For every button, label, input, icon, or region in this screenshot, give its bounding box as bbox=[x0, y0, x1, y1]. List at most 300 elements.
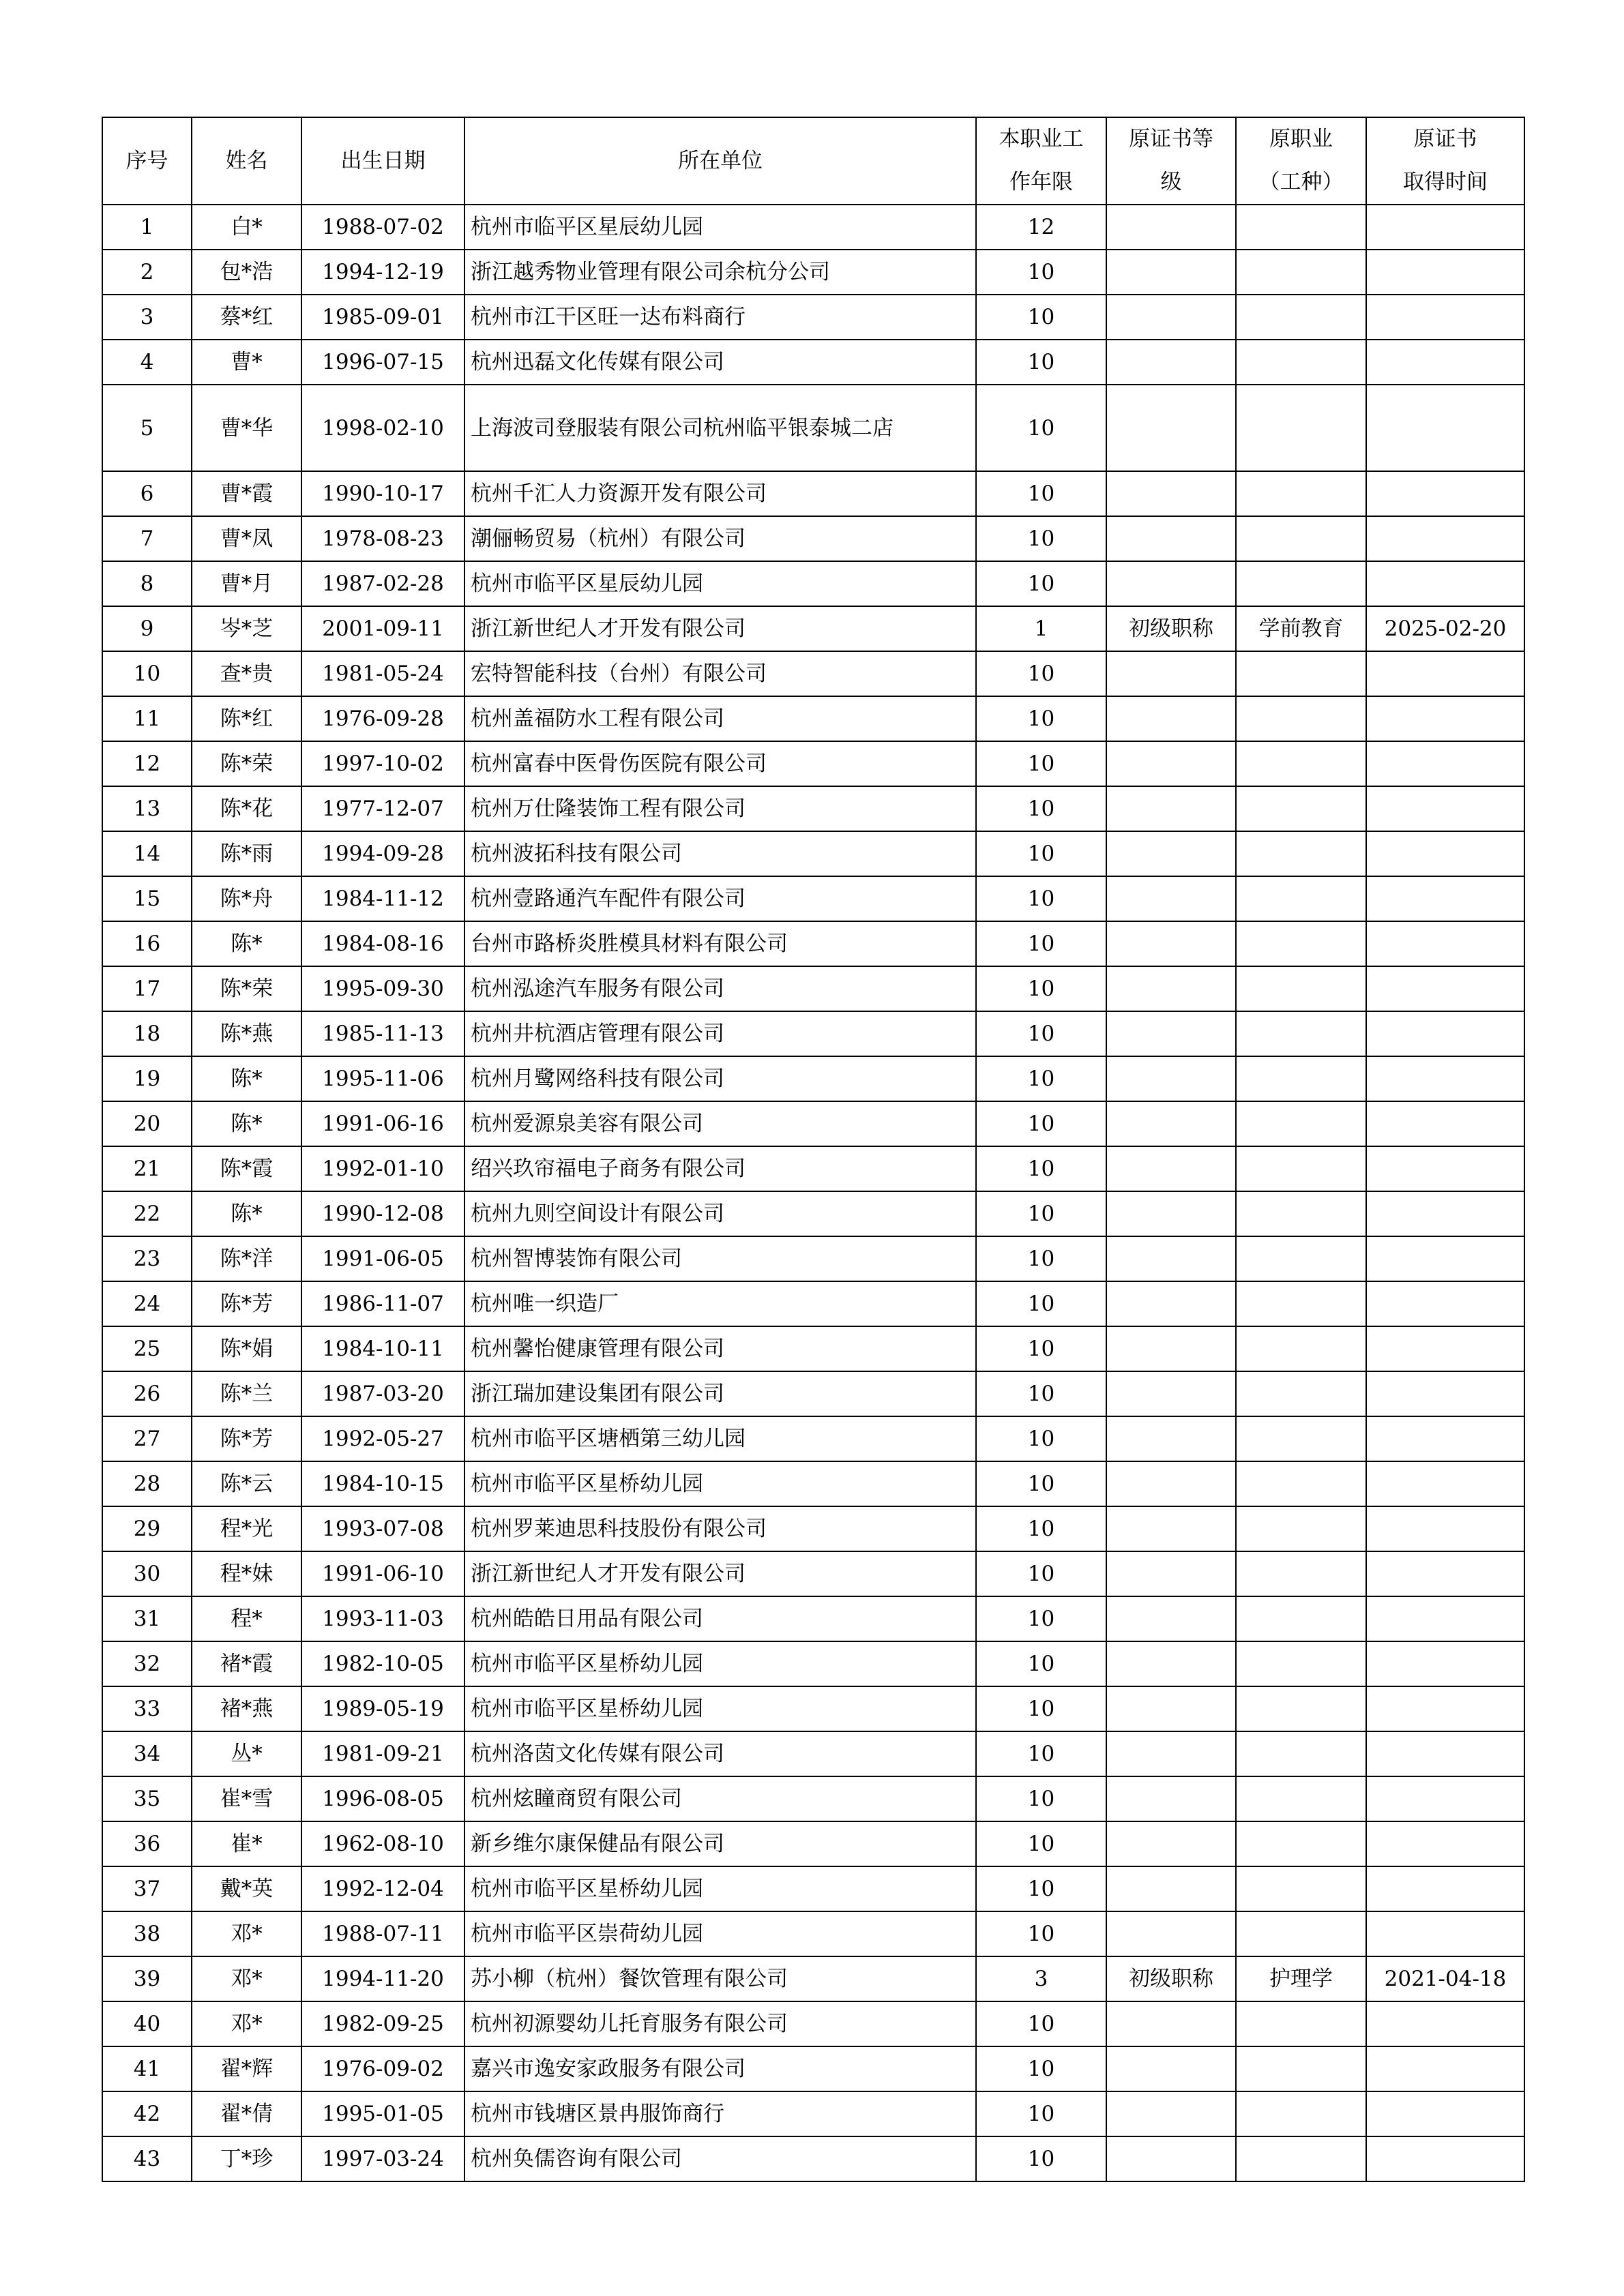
cell-occupation bbox=[1236, 741, 1366, 786]
cell-dob: 1981-09-21 bbox=[301, 1731, 464, 1776]
cell-date bbox=[1366, 921, 1524, 966]
cell-date bbox=[1366, 1686, 1524, 1731]
cell-name: 陈*燕 bbox=[192, 1011, 301, 1056]
cell-no: 22 bbox=[102, 1191, 192, 1236]
cell-occupation bbox=[1236, 250, 1366, 295]
cell-name: 邓* bbox=[192, 1956, 301, 2001]
cell-no: 31 bbox=[102, 1596, 192, 1641]
cell-unit: 杭州市临平区星桥幼儿园 bbox=[464, 1686, 976, 1731]
cell-no: 37 bbox=[102, 1866, 192, 1911]
header-years-line1: 本职业工 bbox=[999, 127, 1084, 151]
cell-dob: 1991-06-05 bbox=[301, 1236, 464, 1281]
cell-date bbox=[1366, 1776, 1524, 1821]
cell-dob: 1990-10-17 bbox=[301, 471, 464, 516]
table-row bbox=[102, 1371, 1524, 1416]
cell-unit: 杭州市临平区崇荷幼儿园 bbox=[464, 1911, 976, 1956]
header-date-line1: 原证书 bbox=[1413, 127, 1477, 151]
table-row bbox=[102, 876, 1524, 921]
cell-date bbox=[1366, 1416, 1524, 1461]
cell-unit: 杭州智博装饰有限公司 bbox=[464, 1236, 976, 1281]
cell-years: 10 bbox=[976, 471, 1106, 516]
cell-no: 28 bbox=[102, 1461, 192, 1506]
cell-years: 1 bbox=[976, 606, 1106, 651]
cell-unit: 潮俪畅贸易（杭州）有限公司 bbox=[464, 516, 976, 561]
cell-grade bbox=[1106, 1461, 1236, 1506]
cell-no: 16 bbox=[102, 921, 192, 966]
cell-name: 程*妹 bbox=[192, 1551, 301, 1596]
cell-years: 10 bbox=[976, 295, 1106, 340]
cell-grade bbox=[1106, 516, 1236, 561]
cell-grade bbox=[1106, 1551, 1236, 1596]
cell-dob: 1994-11-20 bbox=[301, 1956, 464, 2001]
cell-grade bbox=[1106, 250, 1236, 295]
cell-name: 丛* bbox=[192, 1731, 301, 1776]
cell-years: 3 bbox=[976, 1956, 1106, 2001]
cell-name: 岑*芝 bbox=[192, 606, 301, 651]
cell-unit: 杭州市临平区星辰幼儿园 bbox=[464, 561, 976, 606]
cell-dob: 1988-07-02 bbox=[301, 205, 464, 250]
cell-dob: 1982-10-05 bbox=[301, 1641, 464, 1686]
cell-dob: 1993-11-03 bbox=[301, 1596, 464, 1641]
cell-occupation bbox=[1236, 1416, 1366, 1461]
cell-years: 10 bbox=[976, 2001, 1106, 2046]
cell-occupation bbox=[1236, 340, 1366, 385]
cell-no: 15 bbox=[102, 876, 192, 921]
cell-unit: 杭州盖福防水工程有限公司 bbox=[464, 696, 976, 741]
cell-years: 10 bbox=[976, 1686, 1106, 1731]
cell-name: 曹* bbox=[192, 340, 301, 385]
cell-date bbox=[1366, 2091, 1524, 2136]
cell-name: 陈*芳 bbox=[192, 1281, 301, 1326]
cell-name: 白* bbox=[192, 205, 301, 250]
cell-years: 10 bbox=[976, 1011, 1106, 1056]
table-row bbox=[102, 471, 1524, 516]
cell-grade bbox=[1106, 385, 1236, 471]
cell-dob: 1977-12-07 bbox=[301, 786, 464, 831]
cell-years: 10 bbox=[976, 1866, 1106, 1911]
table-row bbox=[102, 1866, 1524, 1911]
cell-years: 10 bbox=[976, 966, 1106, 1011]
cell-grade bbox=[1106, 1506, 1236, 1551]
cell-grade bbox=[1106, 1686, 1236, 1731]
table-row bbox=[102, 250, 1524, 295]
cell-date bbox=[1366, 1596, 1524, 1641]
cell-occupation bbox=[1236, 1641, 1366, 1686]
cell-years: 10 bbox=[976, 651, 1106, 696]
cell-name: 陈*雨 bbox=[192, 831, 301, 876]
table-row bbox=[102, 2001, 1524, 2046]
cell-unit: 杭州泓途汽车服务有限公司 bbox=[464, 966, 976, 1011]
cell-years: 10 bbox=[976, 1326, 1106, 1371]
cell-no: 19 bbox=[102, 1056, 192, 1101]
table-row bbox=[102, 2091, 1524, 2136]
cell-date bbox=[1366, 1146, 1524, 1191]
cell-years: 10 bbox=[976, 876, 1106, 921]
cell-date bbox=[1366, 1371, 1524, 1416]
cell-grade bbox=[1106, 1821, 1236, 1866]
cell-occupation bbox=[1236, 1911, 1366, 1956]
cell-date bbox=[1366, 1011, 1524, 1056]
cell-date bbox=[1366, 2136, 1524, 2181]
cell-date bbox=[1366, 741, 1524, 786]
table-row bbox=[102, 786, 1524, 831]
cell-no: 8 bbox=[102, 561, 192, 606]
cell-grade bbox=[1106, 471, 1236, 516]
cell-years: 10 bbox=[976, 696, 1106, 741]
table-row bbox=[102, 1596, 1524, 1641]
cell-no: 32 bbox=[102, 1641, 192, 1686]
cell-date bbox=[1366, 1641, 1524, 1686]
cell-occupation bbox=[1236, 1461, 1366, 1506]
cell-date bbox=[1366, 1821, 1524, 1866]
cell-name: 邓* bbox=[192, 1911, 301, 1956]
cell-grade: 初级职称 bbox=[1106, 606, 1236, 651]
cell-years: 10 bbox=[976, 250, 1106, 295]
header-unit: 所在单位 bbox=[464, 117, 976, 205]
cell-grade bbox=[1106, 1191, 1236, 1236]
cell-no: 9 bbox=[102, 606, 192, 651]
cell-occupation bbox=[1236, 1236, 1366, 1281]
table-row bbox=[102, 1416, 1524, 1461]
cell-grade bbox=[1106, 205, 1236, 250]
cell-dob: 1976-09-28 bbox=[301, 696, 464, 741]
cell-date bbox=[1366, 786, 1524, 831]
cell-name: 曹*凤 bbox=[192, 516, 301, 561]
cell-grade bbox=[1106, 1866, 1236, 1911]
cell-occupation bbox=[1236, 1326, 1366, 1371]
cell-years: 10 bbox=[976, 1146, 1106, 1191]
cell-years: 10 bbox=[976, 1236, 1106, 1281]
cell-name: 陈*云 bbox=[192, 1461, 301, 1506]
cell-occupation bbox=[1236, 2136, 1366, 2181]
cell-years: 10 bbox=[976, 561, 1106, 606]
cell-grade bbox=[1106, 831, 1236, 876]
cell-years: 10 bbox=[976, 1506, 1106, 1551]
cell-grade bbox=[1106, 1416, 1236, 1461]
cell-occupation bbox=[1236, 295, 1366, 340]
cell-grade bbox=[1106, 1596, 1236, 1641]
cell-name: 陈* bbox=[192, 1101, 301, 1146]
cell-no: 39 bbox=[102, 1956, 192, 2001]
cell-name: 翟*倩 bbox=[192, 2091, 301, 2136]
cell-unit: 杭州市临平区星桥幼儿园 bbox=[464, 1866, 976, 1911]
cell-name: 曹*霞 bbox=[192, 471, 301, 516]
cell-occupation bbox=[1236, 1056, 1366, 1101]
cell-date bbox=[1366, 205, 1524, 250]
cell-name: 蔡*红 bbox=[192, 295, 301, 340]
cell-dob: 1981-05-24 bbox=[301, 651, 464, 696]
cell-years: 10 bbox=[976, 516, 1106, 561]
header-name: 姓名 bbox=[192, 117, 301, 205]
cell-dob: 1984-10-11 bbox=[301, 1326, 464, 1371]
cell-years: 10 bbox=[976, 1461, 1106, 1506]
cell-name: 陈*洋 bbox=[192, 1236, 301, 1281]
cell-name: 陈* bbox=[192, 1191, 301, 1236]
cell-dob: 1984-08-16 bbox=[301, 921, 464, 966]
header-occupation-line2: （工种） bbox=[1258, 170, 1344, 194]
table-body bbox=[102, 205, 1524, 2181]
cell-unit: 杭州爱源泉美容有限公司 bbox=[464, 1101, 976, 1146]
cell-name: 戴*英 bbox=[192, 1866, 301, 1911]
cell-name: 丁*珍 bbox=[192, 2136, 301, 2181]
cell-date bbox=[1366, 1281, 1524, 1326]
cell-years: 10 bbox=[976, 2046, 1106, 2091]
cell-name: 陈* bbox=[192, 921, 301, 966]
cell-no: 14 bbox=[102, 831, 192, 876]
cell-dob: 1997-03-24 bbox=[301, 2136, 464, 2181]
cell-unit: 苏小柳（杭州）餐饮管理有限公司 bbox=[464, 1956, 976, 2001]
cell-date bbox=[1366, 1236, 1524, 1281]
table-row bbox=[102, 696, 1524, 741]
cell-date bbox=[1366, 831, 1524, 876]
cell-unit: 杭州月鹭网络科技有限公司 bbox=[464, 1056, 976, 1101]
cell-grade bbox=[1106, 2091, 1236, 2136]
table-row bbox=[102, 385, 1524, 471]
cell-grade bbox=[1106, 2136, 1236, 2181]
cell-occupation bbox=[1236, 2046, 1366, 2091]
cell-dob: 1991-06-10 bbox=[301, 1551, 464, 1596]
cell-years: 10 bbox=[976, 1821, 1106, 1866]
cell-no: 17 bbox=[102, 966, 192, 1011]
cell-dob: 1993-07-08 bbox=[301, 1506, 464, 1551]
cell-no: 5 bbox=[102, 385, 192, 471]
header-years bbox=[976, 117, 1106, 205]
cell-years: 10 bbox=[976, 1371, 1106, 1416]
cell-years: 10 bbox=[976, 1776, 1106, 1821]
cell-years: 10 bbox=[976, 1101, 1106, 1146]
cell-unit: 浙江越秀物业管理有限公司余杭分公司 bbox=[464, 250, 976, 295]
header-no: 序号 bbox=[102, 117, 192, 205]
cell-years: 10 bbox=[976, 1056, 1106, 1101]
cell-no: 40 bbox=[102, 2001, 192, 2046]
cell-occupation bbox=[1236, 786, 1366, 831]
cell-grade bbox=[1106, 340, 1236, 385]
cell-no: 36 bbox=[102, 1821, 192, 1866]
cell-years: 10 bbox=[976, 1416, 1106, 1461]
cell-name: 包*浩 bbox=[192, 250, 301, 295]
cell-years: 10 bbox=[976, 921, 1106, 966]
cell-years: 10 bbox=[976, 741, 1106, 786]
table-row bbox=[102, 561, 1524, 606]
cell-no: 4 bbox=[102, 340, 192, 385]
table-row bbox=[102, 516, 1524, 561]
header-date bbox=[1366, 117, 1524, 205]
header-grade-line2: 级 bbox=[1160, 170, 1182, 194]
cell-years: 10 bbox=[976, 2136, 1106, 2181]
cell-occupation bbox=[1236, 966, 1366, 1011]
cell-grade: 初级职称 bbox=[1106, 1956, 1236, 2001]
cell-unit: 杭州市临平区塘栖第三幼儿园 bbox=[464, 1416, 976, 1461]
cell-date bbox=[1366, 966, 1524, 1011]
cell-unit: 杭州市钱塘区景冉服饰商行 bbox=[464, 2091, 976, 2136]
cell-unit: 杭州市临平区星辰幼儿园 bbox=[464, 205, 976, 250]
cell-no: 20 bbox=[102, 1101, 192, 1146]
cell-date bbox=[1366, 250, 1524, 295]
table-row bbox=[102, 205, 1524, 250]
cell-no: 12 bbox=[102, 741, 192, 786]
cell-grade bbox=[1106, 561, 1236, 606]
cell-name: 翟*辉 bbox=[192, 2046, 301, 2091]
cell-date bbox=[1366, 1326, 1524, 1371]
cell-date bbox=[1366, 1101, 1524, 1146]
cell-occupation bbox=[1236, 205, 1366, 250]
cell-name: 陈*红 bbox=[192, 696, 301, 741]
table-row bbox=[102, 1821, 1524, 1866]
table-row bbox=[102, 1326, 1524, 1371]
cell-no: 43 bbox=[102, 2136, 192, 2181]
cell-unit: 浙江新世纪人才开发有限公司 bbox=[464, 606, 976, 651]
cell-name: 崔* bbox=[192, 1821, 301, 1866]
cell-name: 褚*燕 bbox=[192, 1686, 301, 1731]
cell-grade bbox=[1106, 1776, 1236, 1821]
cell-years: 12 bbox=[976, 205, 1106, 250]
cell-date bbox=[1366, 1731, 1524, 1776]
header-dob: 出生日期 bbox=[301, 117, 464, 205]
cell-grade bbox=[1106, 1911, 1236, 1956]
cell-no: 11 bbox=[102, 696, 192, 741]
cell-dob: 1989-05-19 bbox=[301, 1686, 464, 1731]
cell-unit: 杭州奂儒咨询有限公司 bbox=[464, 2136, 976, 2181]
table-header-row bbox=[102, 117, 1524, 205]
cell-unit: 嘉兴市逸安家政服务有限公司 bbox=[464, 2046, 976, 2091]
cell-unit: 杭州市临平区星桥幼儿园 bbox=[464, 1641, 976, 1686]
cell-unit: 杭州富春中医骨伤医院有限公司 bbox=[464, 741, 976, 786]
cell-date bbox=[1366, 1461, 1524, 1506]
cell-occupation bbox=[1236, 1866, 1366, 1911]
cell-occupation bbox=[1236, 1776, 1366, 1821]
table-row bbox=[102, 651, 1524, 696]
cell-occupation bbox=[1236, 1101, 1366, 1146]
cell-occupation bbox=[1236, 385, 1366, 471]
cell-grade bbox=[1106, 741, 1236, 786]
cell-unit: 杭州唯一织造厂 bbox=[464, 1281, 976, 1326]
cell-occupation bbox=[1236, 2091, 1366, 2136]
cell-name: 陈*霞 bbox=[192, 1146, 301, 1191]
cell-no: 41 bbox=[102, 2046, 192, 2091]
cell-occupation bbox=[1236, 561, 1366, 606]
cell-dob: 1994-12-19 bbox=[301, 250, 464, 295]
table-row bbox=[102, 2046, 1524, 2091]
cell-dob: 1996-07-15 bbox=[301, 340, 464, 385]
table-row bbox=[102, 1191, 1524, 1236]
cell-unit: 新乡维尔康保健品有限公司 bbox=[464, 1821, 976, 1866]
cell-date bbox=[1366, 1056, 1524, 1101]
cell-occupation bbox=[1236, 1596, 1366, 1641]
table-row bbox=[102, 1011, 1524, 1056]
header-years-line2: 作年限 bbox=[1009, 170, 1073, 194]
cell-unit: 杭州炫瞳商贸有限公司 bbox=[464, 1776, 976, 1821]
cell-no: 23 bbox=[102, 1236, 192, 1281]
cell-unit: 浙江瑞加建设集团有限公司 bbox=[464, 1371, 976, 1416]
cell-name: 邓* bbox=[192, 2001, 301, 2046]
cell-years: 10 bbox=[976, 831, 1106, 876]
cell-occupation bbox=[1236, 1146, 1366, 1191]
cell-name: 陈*兰 bbox=[192, 1371, 301, 1416]
cell-no: 26 bbox=[102, 1371, 192, 1416]
cell-date bbox=[1366, 2046, 1524, 2091]
cell-no: 35 bbox=[102, 1776, 192, 1821]
cell-occupation bbox=[1236, 1731, 1366, 1776]
cell-unit: 杭州万仕隆装饰工程有限公司 bbox=[464, 786, 976, 831]
cell-unit: 杭州市临平区星桥幼儿园 bbox=[464, 1461, 976, 1506]
cell-years: 10 bbox=[976, 1596, 1106, 1641]
cell-dob: 1995-01-05 bbox=[301, 2091, 464, 2136]
cell-dob: 1998-02-10 bbox=[301, 385, 464, 471]
cell-name: 崔*雪 bbox=[192, 1776, 301, 1821]
cell-unit: 上海波司登服装有限公司杭州临平银泰城二店 bbox=[464, 385, 976, 471]
cell-grade bbox=[1106, 1326, 1236, 1371]
cell-date bbox=[1366, 471, 1524, 516]
table-row bbox=[102, 1056, 1524, 1101]
header-date-line2: 取得时间 bbox=[1403, 170, 1488, 194]
cell-date bbox=[1366, 516, 1524, 561]
cell-date bbox=[1366, 1506, 1524, 1551]
cell-date bbox=[1366, 1911, 1524, 1956]
header-grade bbox=[1106, 117, 1236, 205]
cell-occupation bbox=[1236, 516, 1366, 561]
table-row bbox=[102, 340, 1524, 385]
cell-years: 10 bbox=[976, 340, 1106, 385]
cell-dob: 1997-10-02 bbox=[301, 741, 464, 786]
cell-years: 10 bbox=[976, 2091, 1106, 2136]
cell-grade bbox=[1106, 1056, 1236, 1101]
cell-grade bbox=[1106, 2001, 1236, 2046]
table-row bbox=[102, 831, 1524, 876]
cell-dob: 1992-12-04 bbox=[301, 1866, 464, 1911]
cell-name: 程* bbox=[192, 1596, 301, 1641]
table-row bbox=[102, 1506, 1524, 1551]
cell-years: 10 bbox=[976, 1641, 1106, 1686]
cell-years: 10 bbox=[976, 786, 1106, 831]
cell-date bbox=[1366, 1551, 1524, 1596]
header-grade-line1: 原证书等 bbox=[1129, 127, 1213, 151]
table-row bbox=[102, 2136, 1524, 2181]
cell-grade bbox=[1106, 651, 1236, 696]
cell-dob: 1996-08-05 bbox=[301, 1776, 464, 1821]
cell-no: 3 bbox=[102, 295, 192, 340]
cell-years: 10 bbox=[976, 1551, 1106, 1596]
cell-no: 42 bbox=[102, 2091, 192, 2136]
cell-grade bbox=[1106, 696, 1236, 741]
cell-no: 13 bbox=[102, 786, 192, 831]
cell-no: 25 bbox=[102, 1326, 192, 1371]
cell-grade bbox=[1106, 1731, 1236, 1776]
cell-no: 10 bbox=[102, 651, 192, 696]
cell-no: 30 bbox=[102, 1551, 192, 1596]
cell-occupation bbox=[1236, 1821, 1366, 1866]
table-row bbox=[102, 1551, 1524, 1596]
table-row bbox=[102, 966, 1524, 1011]
cell-grade bbox=[1106, 1011, 1236, 1056]
table-row bbox=[102, 295, 1524, 340]
cell-date bbox=[1366, 295, 1524, 340]
cell-grade bbox=[1106, 2046, 1236, 2091]
cell-occupation bbox=[1236, 831, 1366, 876]
cell-date bbox=[1366, 2001, 1524, 2046]
cell-occupation bbox=[1236, 1281, 1366, 1326]
cell-unit: 杭州九则空间设计有限公司 bbox=[464, 1191, 976, 1236]
cell-dob: 1992-05-27 bbox=[301, 1416, 464, 1461]
cell-date bbox=[1366, 385, 1524, 471]
cell-unit: 浙江新世纪人才开发有限公司 bbox=[464, 1551, 976, 1596]
roster-table bbox=[102, 117, 1525, 2182]
cell-no: 18 bbox=[102, 1011, 192, 1056]
cell-grade bbox=[1106, 876, 1236, 921]
cell-dob: 1987-02-28 bbox=[301, 561, 464, 606]
cell-dob: 1994-09-28 bbox=[301, 831, 464, 876]
cell-years: 10 bbox=[976, 385, 1106, 471]
table-row bbox=[102, 1731, 1524, 1776]
